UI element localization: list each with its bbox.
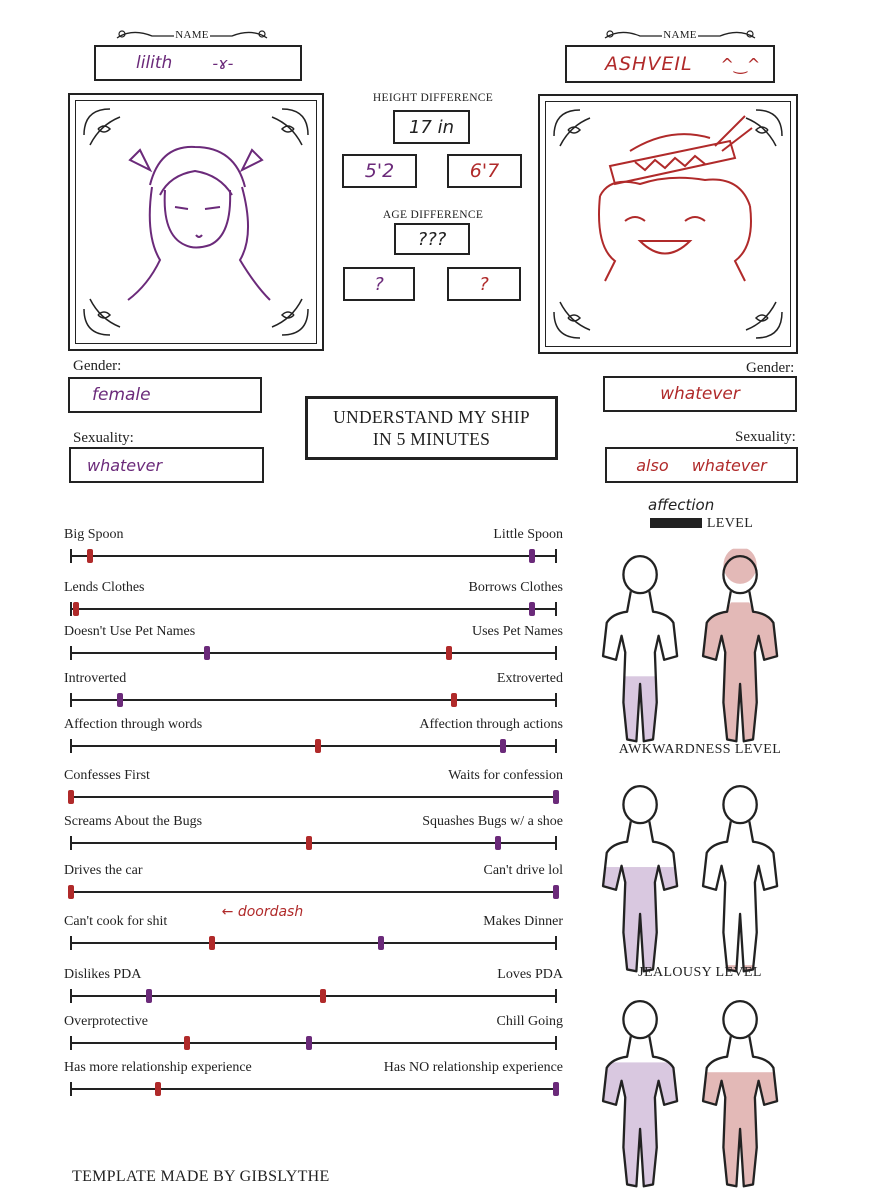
slider-left-label: Lends Clothes (64, 580, 145, 595)
char2-level-figure-head (723, 1001, 756, 1038)
char2-portrait-frame (538, 94, 798, 354)
char2-gender-label: Gender: (746, 360, 795, 376)
slider-end-tick (70, 1082, 72, 1096)
char2-name-field[interactable] (565, 45, 775, 83)
char1-sexuality-label: Sexuality: (73, 430, 134, 446)
slider-track[interactable] (71, 1088, 556, 1090)
slider-end-tick (555, 1036, 557, 1050)
char2-slider-marker[interactable] (87, 549, 93, 563)
char1-height-field[interactable] (342, 154, 417, 188)
char2-sexuality-label: Sexuality: (735, 429, 796, 445)
char2-slider-marker[interactable] (68, 885, 74, 899)
char2-level-figure (700, 990, 782, 1190)
slider-end-tick (70, 1036, 72, 1050)
char1-name-header (112, 26, 272, 46)
char2-gender-field[interactable] (603, 376, 797, 412)
char2-slider-marker[interactable] (306, 836, 312, 850)
char1-level-figure-head (623, 1001, 656, 1038)
char1-name-label: NAME (175, 29, 209, 41)
char1-age-field[interactable] (343, 267, 415, 301)
char2-height-field[interactable] (447, 154, 522, 188)
char1-slider-marker[interactable] (306, 1036, 312, 1050)
page-title-line1: UNDERSTAND MY SHIP (333, 407, 530, 427)
age-difference-value: ??? (417, 228, 447, 250)
char2-level-figure-head (723, 786, 756, 823)
slider-left-label: Can't cook for shit (64, 914, 168, 929)
char1-gender-label: Gender: (73, 358, 122, 374)
char2-level-figure-body (703, 821, 777, 971)
slider-handwritten-note: ← doordash (221, 904, 304, 920)
slider-end-tick (555, 693, 557, 707)
scribbled-out-word (650, 518, 702, 528)
slider-track[interactable] (71, 608, 556, 610)
char2-slider-marker[interactable] (68, 790, 74, 804)
char1-sexuality-field[interactable] (69, 447, 264, 483)
slider-end-tick (70, 989, 72, 1003)
slider-track[interactable] (71, 891, 556, 893)
height-difference-label: HEIGHT DIFFERENCE (372, 92, 494, 104)
char2-portrait-drawing (540, 96, 796, 352)
char2-age-value: ? (479, 273, 489, 295)
slider-left-label: Introverted (64, 671, 127, 686)
level-title: JEALOUSY LEVEL (638, 965, 762, 980)
level-handwritten-label: affection (648, 496, 715, 514)
slider-track[interactable] (71, 796, 556, 798)
char2-sexuality-field[interactable] (605, 447, 798, 483)
char1-slider-marker[interactable] (146, 989, 152, 1003)
slider-track[interactable] (71, 745, 556, 747)
slider-end-tick (555, 646, 557, 660)
char1-sexuality-value: whatever (87, 455, 163, 475)
page-title-box (305, 396, 558, 460)
height-difference-field[interactable] (393, 110, 470, 144)
slider-end-tick (555, 549, 557, 563)
slider-right-label: Squashes Bugs w/ a shoe (422, 814, 563, 829)
level-title: AWKWARDNESS LEVEL (618, 742, 782, 757)
slider-end-tick (70, 936, 72, 950)
slider-end-tick (70, 739, 72, 753)
height-difference-value: 17 in (408, 116, 455, 138)
char1-slider-marker[interactable] (529, 549, 535, 563)
slider-right-label: Little Spoon (493, 527, 563, 542)
slider-right-label: Waits for confession (448, 768, 563, 783)
char2-level-figure (700, 545, 782, 745)
slider-track[interactable] (71, 942, 556, 944)
char2-gender-value: whatever (660, 384, 740, 404)
slider-track[interactable] (71, 555, 556, 557)
char2-name-value: ASHVEIL (605, 53, 693, 75)
char2-slider-marker[interactable] (73, 602, 79, 616)
char1-height-value: 5'2 (364, 160, 395, 182)
char2-slider-marker[interactable] (184, 1036, 190, 1050)
slider-end-tick (70, 549, 72, 563)
char1-level-figure-head (623, 786, 656, 823)
char1-gender-value: female (92, 385, 151, 405)
slider-right-label: Chill Going (496, 1014, 563, 1029)
slider-track[interactable] (71, 1042, 556, 1044)
slider-end-tick (70, 836, 72, 850)
char1-portrait-frame (68, 93, 324, 351)
char1-slider-marker[interactable] (529, 602, 535, 616)
slider-track[interactable] (71, 995, 556, 997)
char1-age-value: ? (374, 273, 384, 295)
slider-left-label: Affection through words (64, 717, 203, 732)
slider-right-label: Affection through actions (419, 717, 563, 732)
char1-level-figure-body (603, 591, 677, 741)
char1-slider-marker[interactable] (553, 790, 559, 804)
char2-height-value: 6'7 (469, 160, 500, 182)
char2-slider-marker[interactable] (451, 693, 457, 707)
char2-slider-marker[interactable] (446, 646, 452, 660)
char2-slider-marker[interactable] (209, 936, 215, 950)
slider-right-label: Extroverted (496, 671, 563, 686)
char1-level-figure (600, 990, 682, 1190)
char2-name-header (600, 26, 760, 46)
slider-end-tick (555, 739, 557, 753)
char1-slider-marker[interactable] (500, 739, 506, 753)
char1-name-field[interactable] (94, 45, 302, 81)
char1-gender-field[interactable] (68, 377, 262, 413)
char2-slider-marker[interactable] (155, 1082, 161, 1096)
slider-right-label: Makes Dinner (483, 914, 563, 929)
char2-face-doodle: ^‿^ (720, 54, 761, 74)
slider-left-label: Screams About the Bugs (64, 814, 203, 829)
slider-left-label: Has more relationship experience (64, 1060, 252, 1075)
slider-left-label: Drives the car (64, 863, 143, 878)
char1-level-figure (600, 545, 682, 745)
char1-level-figure-head (623, 556, 656, 593)
char2-slider-marker[interactable] (320, 989, 326, 1003)
char2-level-figure (700, 775, 782, 975)
slider-left-label: Overprotective (64, 1014, 148, 1029)
slider-left-label: Dislikes PDA (64, 967, 142, 982)
slider-track[interactable] (71, 699, 556, 701)
slider-left-label: Doesn't Use Pet Names (64, 624, 196, 639)
char2-name-label: NAME (663, 29, 697, 41)
char2-age-field[interactable] (447, 267, 521, 301)
char1-slider-marker[interactable] (495, 836, 501, 850)
char1-slider-marker[interactable] (378, 936, 384, 950)
slider-end-tick (555, 936, 557, 950)
slider-end-tick (70, 646, 72, 660)
slider-left-label: Confesses First (64, 768, 150, 783)
level-title: LEVEL (706, 516, 754, 531)
slider-track[interactable] (71, 842, 556, 844)
slider-end-tick (555, 989, 557, 1003)
char1-level-figure (600, 775, 682, 975)
slider-right-label: Has NO relationship experience (383, 1060, 563, 1075)
footer-credit: TEMPLATE MADE BY GIBSLYTHE (72, 1168, 330, 1185)
slider-right-label: Loves PDA (497, 967, 563, 982)
slider-end-tick (555, 602, 557, 616)
char1-level-fill (603, 1062, 679, 1190)
char1-slider-marker[interactable] (204, 646, 210, 660)
slider-end-tick (70, 693, 72, 707)
char2-sexuality-value: also whatever (636, 455, 767, 475)
char1-face-doodle: -ɤ- (212, 53, 234, 73)
slider-end-tick (70, 602, 72, 616)
age-difference-label: AGE DIFFERENCE (382, 209, 484, 221)
age-difference-field[interactable] (394, 223, 470, 255)
char1-portrait-drawing (70, 95, 322, 349)
char1-slider-marker[interactable] (553, 885, 559, 899)
char1-slider-marker[interactable] (117, 693, 123, 707)
slider-left-label: Big Spoon (64, 527, 124, 542)
slider-end-tick (555, 836, 557, 850)
slider-right-label: Uses Pet Names (472, 624, 563, 639)
char2-slider-marker[interactable] (315, 739, 321, 753)
slider-track[interactable] (71, 652, 556, 654)
slider-right-label: Can't drive lol (483, 863, 563, 878)
page-title-line2: IN 5 MINUTES (372, 429, 491, 449)
char1-slider-marker[interactable] (553, 1082, 559, 1096)
slider-right-label: Borrows Clothes (468, 580, 563, 595)
char1-name-value: lilith (136, 53, 173, 73)
